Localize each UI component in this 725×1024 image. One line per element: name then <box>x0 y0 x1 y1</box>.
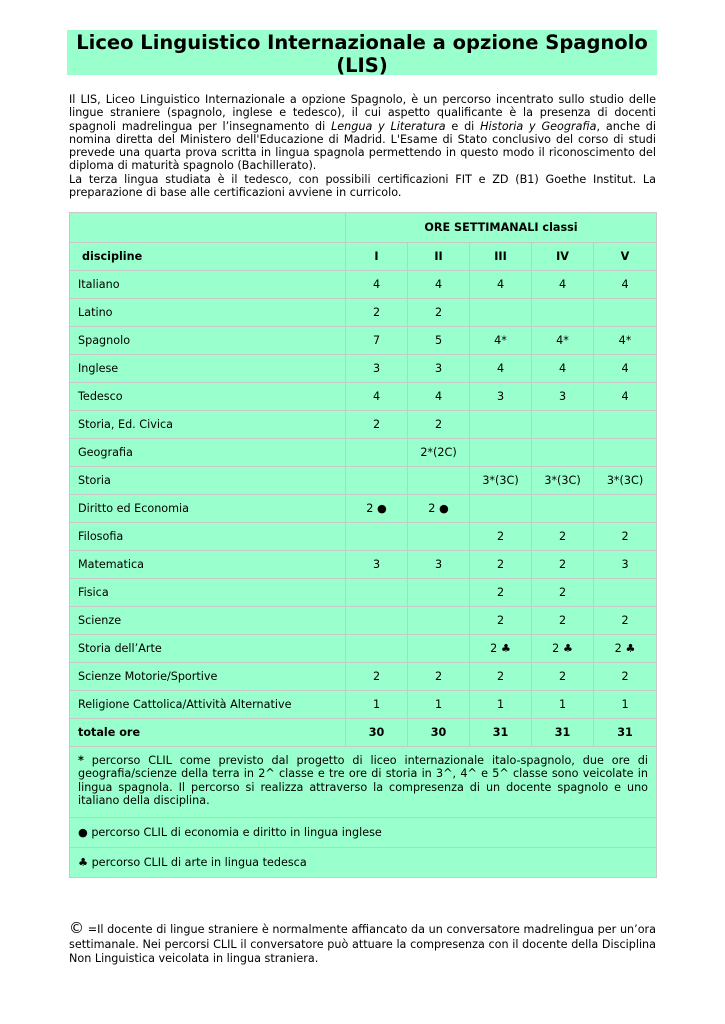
hours-cell <box>346 439 408 467</box>
hours-cell <box>594 439 657 467</box>
hours-cell: 2 ● <box>408 495 470 523</box>
hours-cell: 1 <box>532 691 594 719</box>
hours-cell: 1 <box>346 691 408 719</box>
hours-cell: 4 <box>594 383 657 411</box>
header-row-hours <box>70 213 657 243</box>
intro-text-part: , anche di nomina diretta del Ministero dell'Educazione di Madrid. L'Esame di Stato conclusivo del corso di studi prevede una quarta prova scritta in lingua spagnola permettendo in questo modo il riconoscimento del diploma di maturità spagnolo (Bachillerato). <box>69 119 656 173</box>
hours-cell: 2 <box>408 299 470 327</box>
subject-cell: Storia dell’Arte <box>70 635 346 663</box>
hours-cell: 2 <box>470 579 532 607</box>
hours-cell: 2 <box>532 523 594 551</box>
hours-cell: 7 <box>346 327 408 355</box>
subject-cell: Tedesco <box>70 383 346 411</box>
hours-table <box>69 212 657 878</box>
intro-italic-lengua: Lengua y Literatura <box>331 119 446 133</box>
hours-cell <box>532 411 594 439</box>
table-row <box>70 271 657 299</box>
hours-cell <box>594 299 657 327</box>
hours-cell: 3 <box>408 355 470 383</box>
table-row <box>70 355 657 383</box>
subject-cell: Inglese <box>70 355 346 383</box>
note-clil-german: ♣ percorso CLIL di arte in lingua tedesca <box>70 848 657 878</box>
total-row <box>70 719 657 747</box>
subject-cell: Storia <box>70 467 346 495</box>
hours-cell: 3*(3C) <box>532 467 594 495</box>
total-hours-cell: 31 <box>470 719 532 747</box>
table-row <box>70 663 657 691</box>
hours-cell <box>346 635 408 663</box>
hours-cell: 2 ● <box>346 495 408 523</box>
hours-cell: 2 <box>346 663 408 691</box>
hours-cell: 4 <box>408 383 470 411</box>
subject-cell: Religione Cattolica/Attività Alternative <box>70 691 346 719</box>
hours-cell: 4 <box>594 355 657 383</box>
hours-cell: 4 <box>594 271 657 299</box>
class-header: V <box>594 243 657 271</box>
note-row <box>70 818 657 848</box>
hours-cell: 1 <box>408 691 470 719</box>
hours-cell: 2 ♣ <box>594 635 657 663</box>
hours-cell <box>532 495 594 523</box>
table-row <box>70 579 657 607</box>
hours-cell <box>346 607 408 635</box>
subject-cell: Fisica <box>70 579 346 607</box>
hours-cell: 2 <box>594 523 657 551</box>
hours-cell <box>408 523 470 551</box>
intro-text-part: e di <box>445 119 481 133</box>
table-row <box>70 691 657 719</box>
hours-cell: 4 <box>470 271 532 299</box>
subject-cell: Matematica <box>70 551 346 579</box>
table-row <box>70 327 657 355</box>
subject-cell: Spagnolo <box>70 327 346 355</box>
hours-cell: 4 <box>408 271 470 299</box>
hours-cell <box>470 495 532 523</box>
subject-cell: Filosofia <box>70 523 346 551</box>
subject-cell: Geografia <box>70 439 346 467</box>
hours-cell: 2 <box>470 551 532 579</box>
hours-cell: 1 <box>470 691 532 719</box>
intro-text-part: Il LIS, Liceo Linguistico Internazionale a opzione Spagnolo, è un percorso incentrato sullo studio delle lingue straniere (spagnolo, inglese e tedesco), il cui aspetto qualificante è la presenza di docenti spagnoli madrelingua per l’insegnamento di <box>69 93 656 133</box>
hours-cell: 2 <box>532 551 594 579</box>
hours-cell: 4* <box>532 327 594 355</box>
hours-cell: 2 ♣ <box>470 635 532 663</box>
hours-cell: 2 <box>470 607 532 635</box>
hours-cell: 2 <box>532 663 594 691</box>
total-hours-cell: 31 <box>532 719 594 747</box>
hours-cell: 4* <box>594 327 657 355</box>
hours-cell: 3*(3C) <box>594 467 657 495</box>
hours-cell: 3 <box>346 551 408 579</box>
hours-cell: 5 <box>408 327 470 355</box>
intro-paragraph-2: La terza lingua studiata è il tedesco, con possibili certificazioni FIT e ZD (B1) Goethe Institut. La preparazione di base alle certificazioni avviene in curricolo. <box>69 172 656 200</box>
intro-italic-historia: Historia y Geografia <box>480 119 597 133</box>
hours-cell <box>532 299 594 327</box>
hours-cell: 2 <box>346 299 408 327</box>
hours-cell <box>594 411 657 439</box>
intro-paragraph-1 <box>69 93 656 173</box>
note-row-clil-spanish <box>70 747 657 818</box>
discipline-header: discipline <box>70 243 346 271</box>
total-hours-cell: 30 <box>346 719 408 747</box>
subject-cell: Italiano <box>70 271 346 299</box>
table-row <box>70 635 657 663</box>
hours-cell: 2 <box>408 663 470 691</box>
subject-cell: Latino <box>70 299 346 327</box>
class-header: III <box>470 243 532 271</box>
footer-note <box>69 921 656 967</box>
copyright-symbol: © <box>69 919 84 937</box>
hours-cell: 2*(2C) <box>408 439 470 467</box>
note-clil-spanish <box>70 747 657 818</box>
hours-cell <box>470 439 532 467</box>
hours-cell: 2 <box>408 411 470 439</box>
hours-cell <box>408 635 470 663</box>
hours-cell <box>408 579 470 607</box>
total-hours-cell: 30 <box>408 719 470 747</box>
hours-cell: 2 <box>594 607 657 635</box>
hours-cell: 3 <box>532 383 594 411</box>
hours-cell: 3 <box>408 551 470 579</box>
hours-cell <box>346 467 408 495</box>
hours-cell <box>346 523 408 551</box>
hours-cell: 2 ♣ <box>532 635 594 663</box>
hours-cell: 3 <box>346 355 408 383</box>
hours-cell <box>594 495 657 523</box>
table-row <box>70 495 657 523</box>
hours-cell: 2 <box>470 523 532 551</box>
hours-cell <box>470 299 532 327</box>
hours-cell: 4 <box>470 355 532 383</box>
intro-text <box>69 93 656 199</box>
class-header: II <box>408 243 470 271</box>
hours-cell: 3 <box>470 383 532 411</box>
hours-cell: 4 <box>346 383 408 411</box>
subject-cell: Storia, Ed. Civica <box>70 411 346 439</box>
total-hours-cell: 31 <box>594 719 657 747</box>
hours-cell <box>408 467 470 495</box>
table-row <box>70 607 657 635</box>
header-row-classes <box>70 243 657 271</box>
page-title: Liceo Linguistico Internazionale a opzione Spagnolo (LIS) <box>76 31 648 77</box>
footer-text: =Il docente di lingue straniere è normalmente affiancato da un conversatore madrelingua per un’ora settimanale. Nei percorsi CLIL il conversatore può attuare la compresenza con il docente della Disciplina Non Linguistica veicolata in lingua straniera. <box>69 923 656 965</box>
subject-cell: Diritto ed Economia <box>70 495 346 523</box>
note-clil-english: ● percorso CLIL di economia e diritto in lingua inglese <box>70 818 657 848</box>
table-row <box>70 467 657 495</box>
hours-cell: 2 <box>346 411 408 439</box>
hours-cell <box>346 579 408 607</box>
subject-cell: Scienze <box>70 607 346 635</box>
hours-cell: 3 <box>594 551 657 579</box>
header-empty-cell <box>70 213 346 243</box>
total-label: totale ore <box>70 719 346 747</box>
hours-cell <box>532 439 594 467</box>
hours-cell <box>408 607 470 635</box>
hours-header: ORE SETTIMANALI classi <box>346 213 657 243</box>
hours-cell: 4 <box>346 271 408 299</box>
table-row <box>70 299 657 327</box>
table-row <box>70 551 657 579</box>
hours-cell: 2 <box>532 579 594 607</box>
note-row <box>70 848 657 878</box>
hours-cell <box>470 411 532 439</box>
title-banner <box>67 30 657 75</box>
hours-cell: 4* <box>470 327 532 355</box>
hours-cell: 2 <box>532 607 594 635</box>
hours-cell: 4 <box>532 355 594 383</box>
note-text: percorso CLIL come previsto dal progetto di liceo internazionale italo-spagnolo, due ore di geografia/scienze della terra in 2^ classe e tre ore di storia in 3^, 4^ e 5^ classe sono veicolate in lingua spagnola. Il percorso si realizza attraverso la compresenza di un docente spagnolo e uno italiano della disciplina. <box>78 754 648 807</box>
hours-cell: 3*(3C) <box>470 467 532 495</box>
table-row <box>70 383 657 411</box>
table-row <box>70 523 657 551</box>
hours-cell: 1 <box>594 691 657 719</box>
hours-cell: 2 <box>470 663 532 691</box>
hours-cell: 4 <box>532 271 594 299</box>
hours-cell: 2 <box>594 663 657 691</box>
table-row <box>70 411 657 439</box>
star-symbol: * <box>78 754 84 767</box>
class-header: IV <box>532 243 594 271</box>
hours-cell <box>594 579 657 607</box>
table-row <box>70 439 657 467</box>
subject-cell: Scienze Motorie/Sportive <box>70 663 346 691</box>
class-header: I <box>346 243 408 271</box>
